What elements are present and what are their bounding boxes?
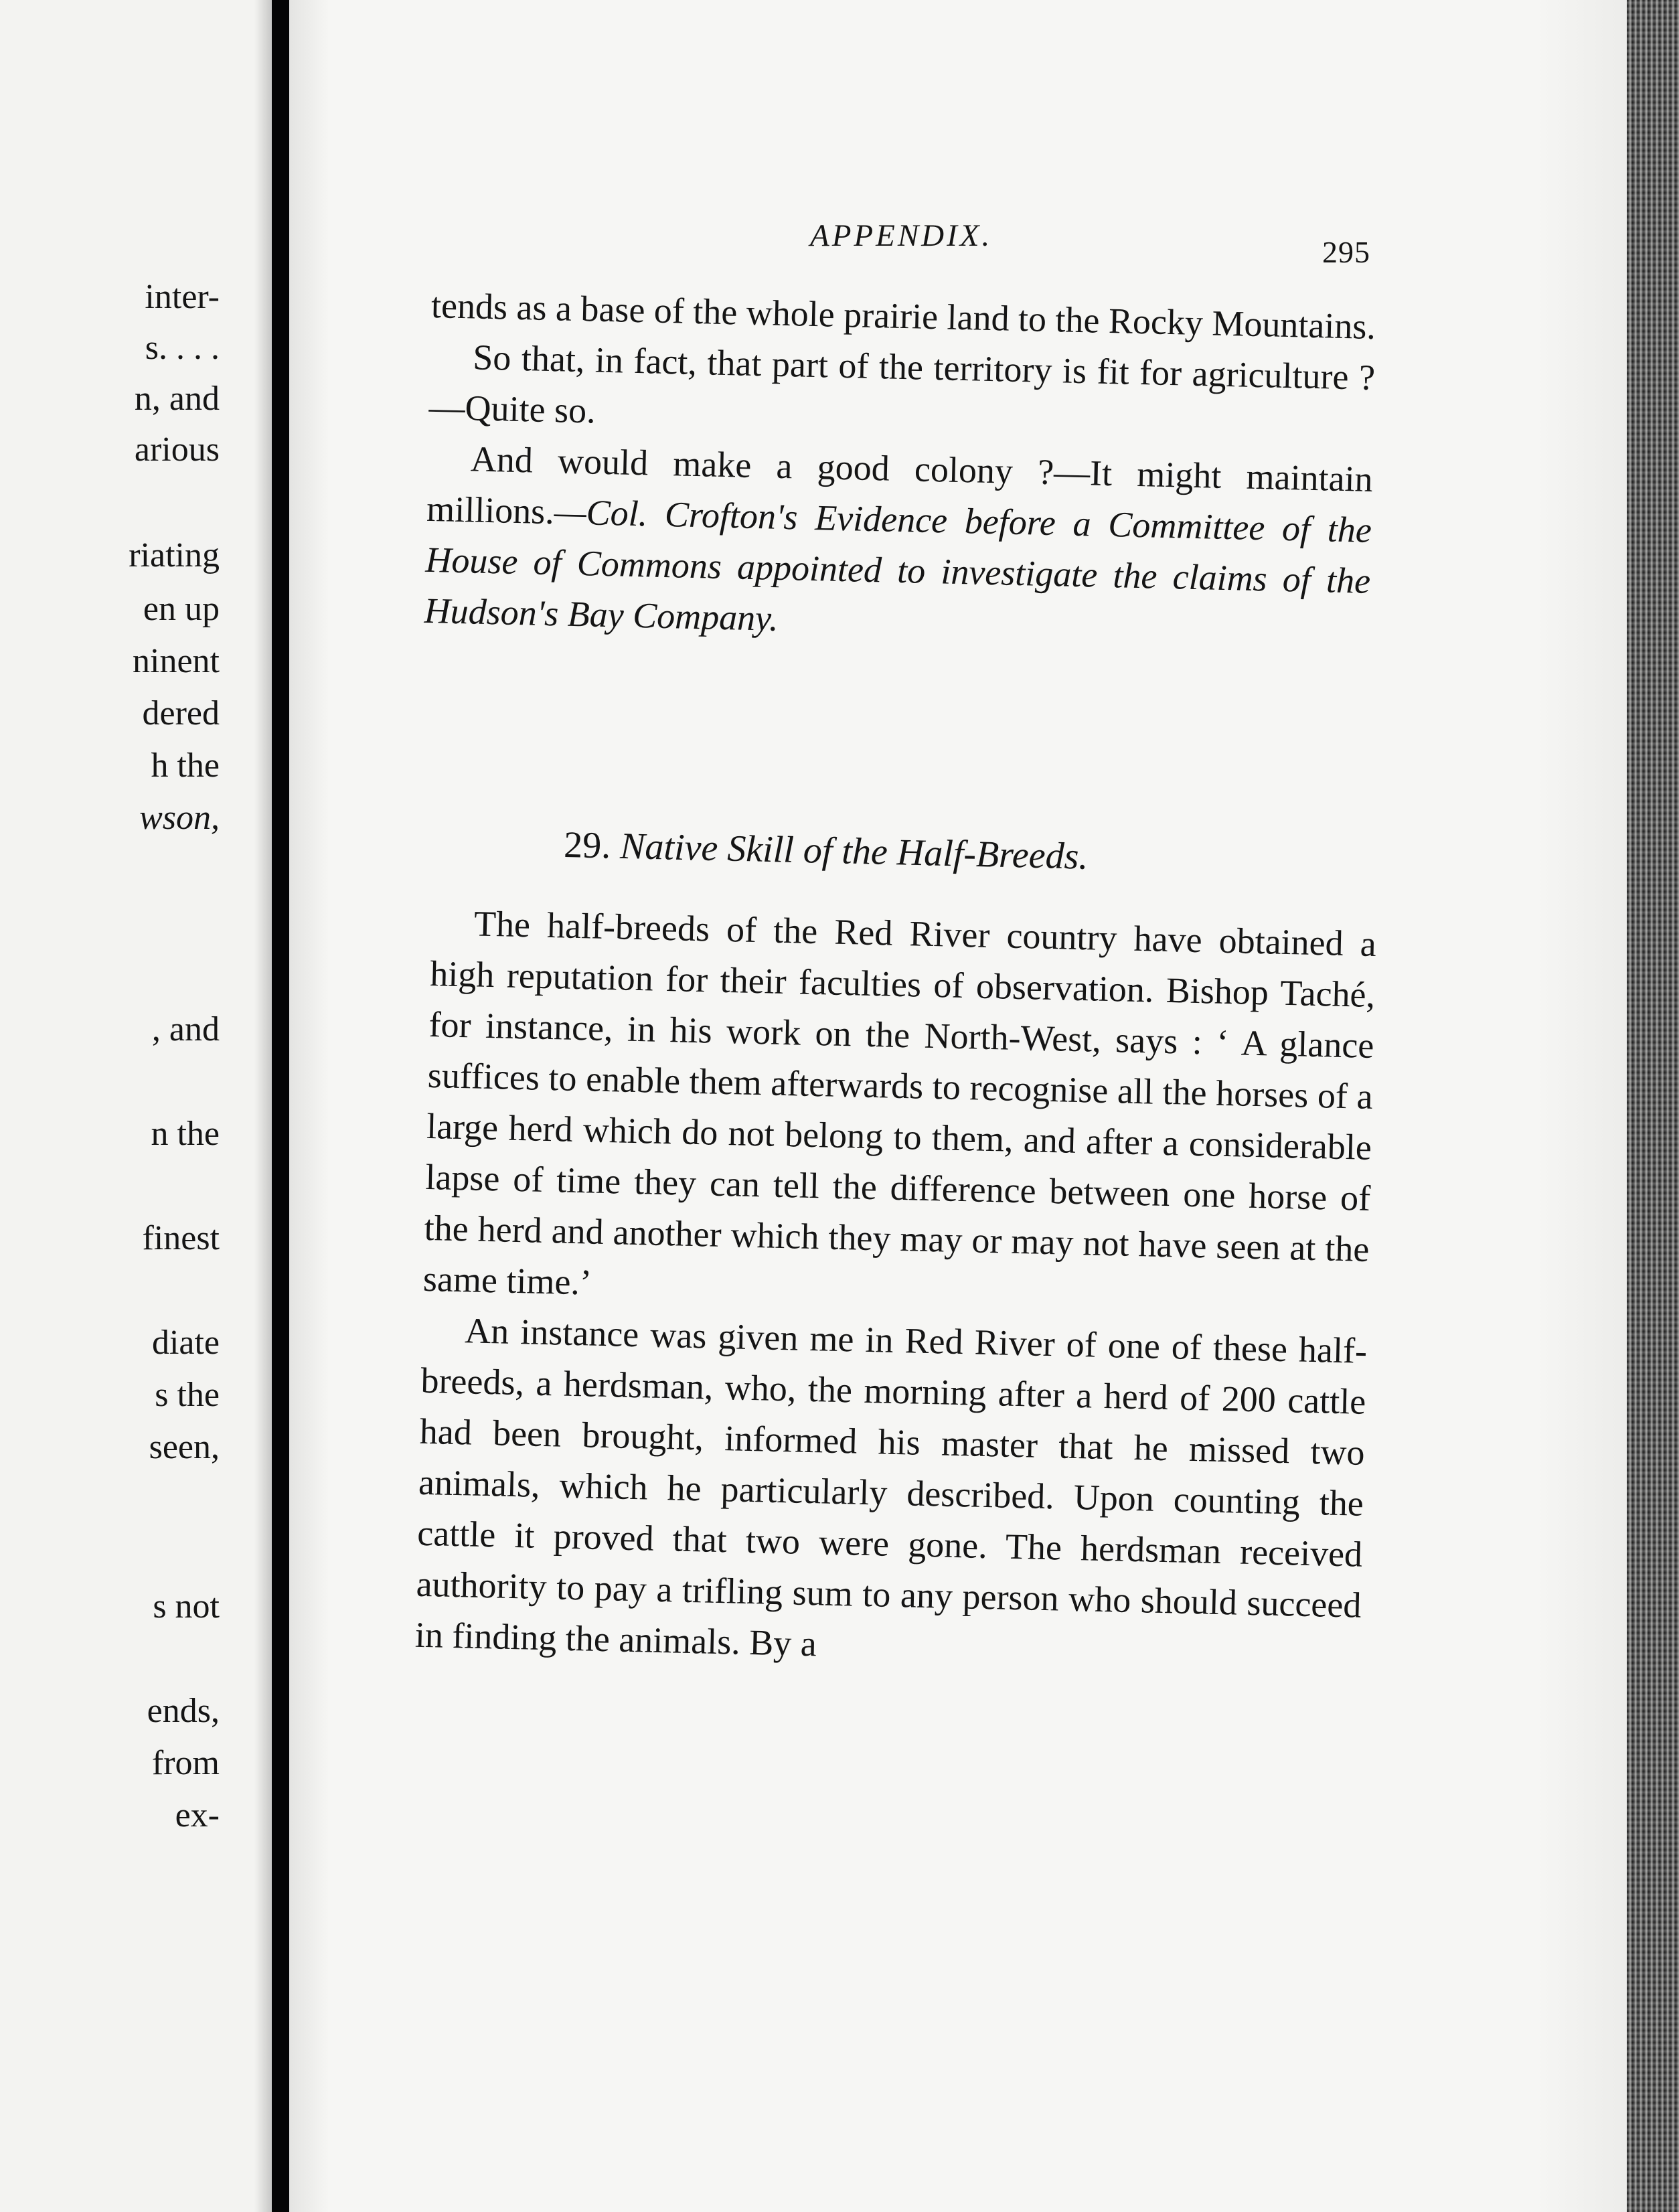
paragraph: tends as a base of the whole prairie land to the Rocky Mountains. xyxy=(430,285,1376,347)
left-page-fragment: h the xyxy=(151,746,220,785)
left-page-fragment: riating xyxy=(129,536,220,574)
page-edges xyxy=(1627,0,1679,2212)
left-page-fragment: wson, xyxy=(139,799,220,837)
left-page-fragment: from xyxy=(151,1744,220,1782)
citation: —Col. Crofton's Evidence before a Committee of the House of Commons appointed to investigate the claims of the Hudson's Bay Company. xyxy=(424,491,1372,639)
left-page-fragment: ex- xyxy=(175,1796,220,1834)
running-head: APPENDIX. xyxy=(810,218,993,253)
left-page-fragment: s. . . . xyxy=(145,329,220,367)
body-text-block xyxy=(414,897,1377,1682)
left-page xyxy=(0,0,272,2212)
left-page-fragment: s not xyxy=(153,1587,220,1626)
left-page-fragment: arious xyxy=(134,430,220,469)
left-page-fragment: diate xyxy=(151,1324,220,1362)
top-text-block xyxy=(424,280,1377,657)
left-page-fragment: ends, xyxy=(147,1692,220,1730)
left-page-fragment: en up xyxy=(143,590,220,628)
left-page-fragment: s the xyxy=(155,1376,220,1414)
left-page-fragment: n, and xyxy=(134,380,220,418)
gutter-shadow xyxy=(254,0,272,2212)
paragraph: An instance was given me in Red River of one of these half-breeds, a herdsman, who, the morning after a herd of 200 cattle had been brought, informed his master that he missed two animals, which he particularly described. Upon counting the cattle it proved that two were gone. The herdsman received authority to pay a trifling sum to any person who should succeed in finding the animals. By a xyxy=(414,1310,1368,1664)
paragraph-text: And would make a good colony ?—It might maintain millions. xyxy=(426,439,1374,532)
section-title: Native Skill of the Half-Breeds. xyxy=(619,825,1089,878)
left-page-fragment: n the xyxy=(151,1115,220,1153)
page-number: 295 xyxy=(1322,235,1370,269)
paragraph: So that, in fact, that part of the territory is fit for agriculture ?—Quite so. xyxy=(428,337,1376,431)
left-page-fragment: dered xyxy=(142,694,220,732)
left-page-fragment: inter- xyxy=(145,278,220,316)
book-binding-gap xyxy=(272,0,289,2212)
left-page-fragment: finest xyxy=(142,1219,220,1257)
left-page-fragment: , and xyxy=(151,1010,220,1048)
section-number: 29. xyxy=(563,823,611,867)
page-edge-texture xyxy=(1627,0,1679,2212)
paragraph-with-citation xyxy=(424,432,1374,657)
paragraph: The half-breeds of the Red River country have obtained a high reputation for their faculties of observation. Bishop Taché, for instance, in his work on the North-West, says : ‘ A glance suffices to enable them afterwards to recognise all the horses of a large herd which do not belong to them, and after a considerable lapse of time they can tell the difference between one horse of the herd and another which they may or may not have seen at the same time.’ xyxy=(422,903,1377,1303)
left-page-fragment: ninent xyxy=(133,642,220,680)
left-page-fragment: seen, xyxy=(149,1428,220,1466)
